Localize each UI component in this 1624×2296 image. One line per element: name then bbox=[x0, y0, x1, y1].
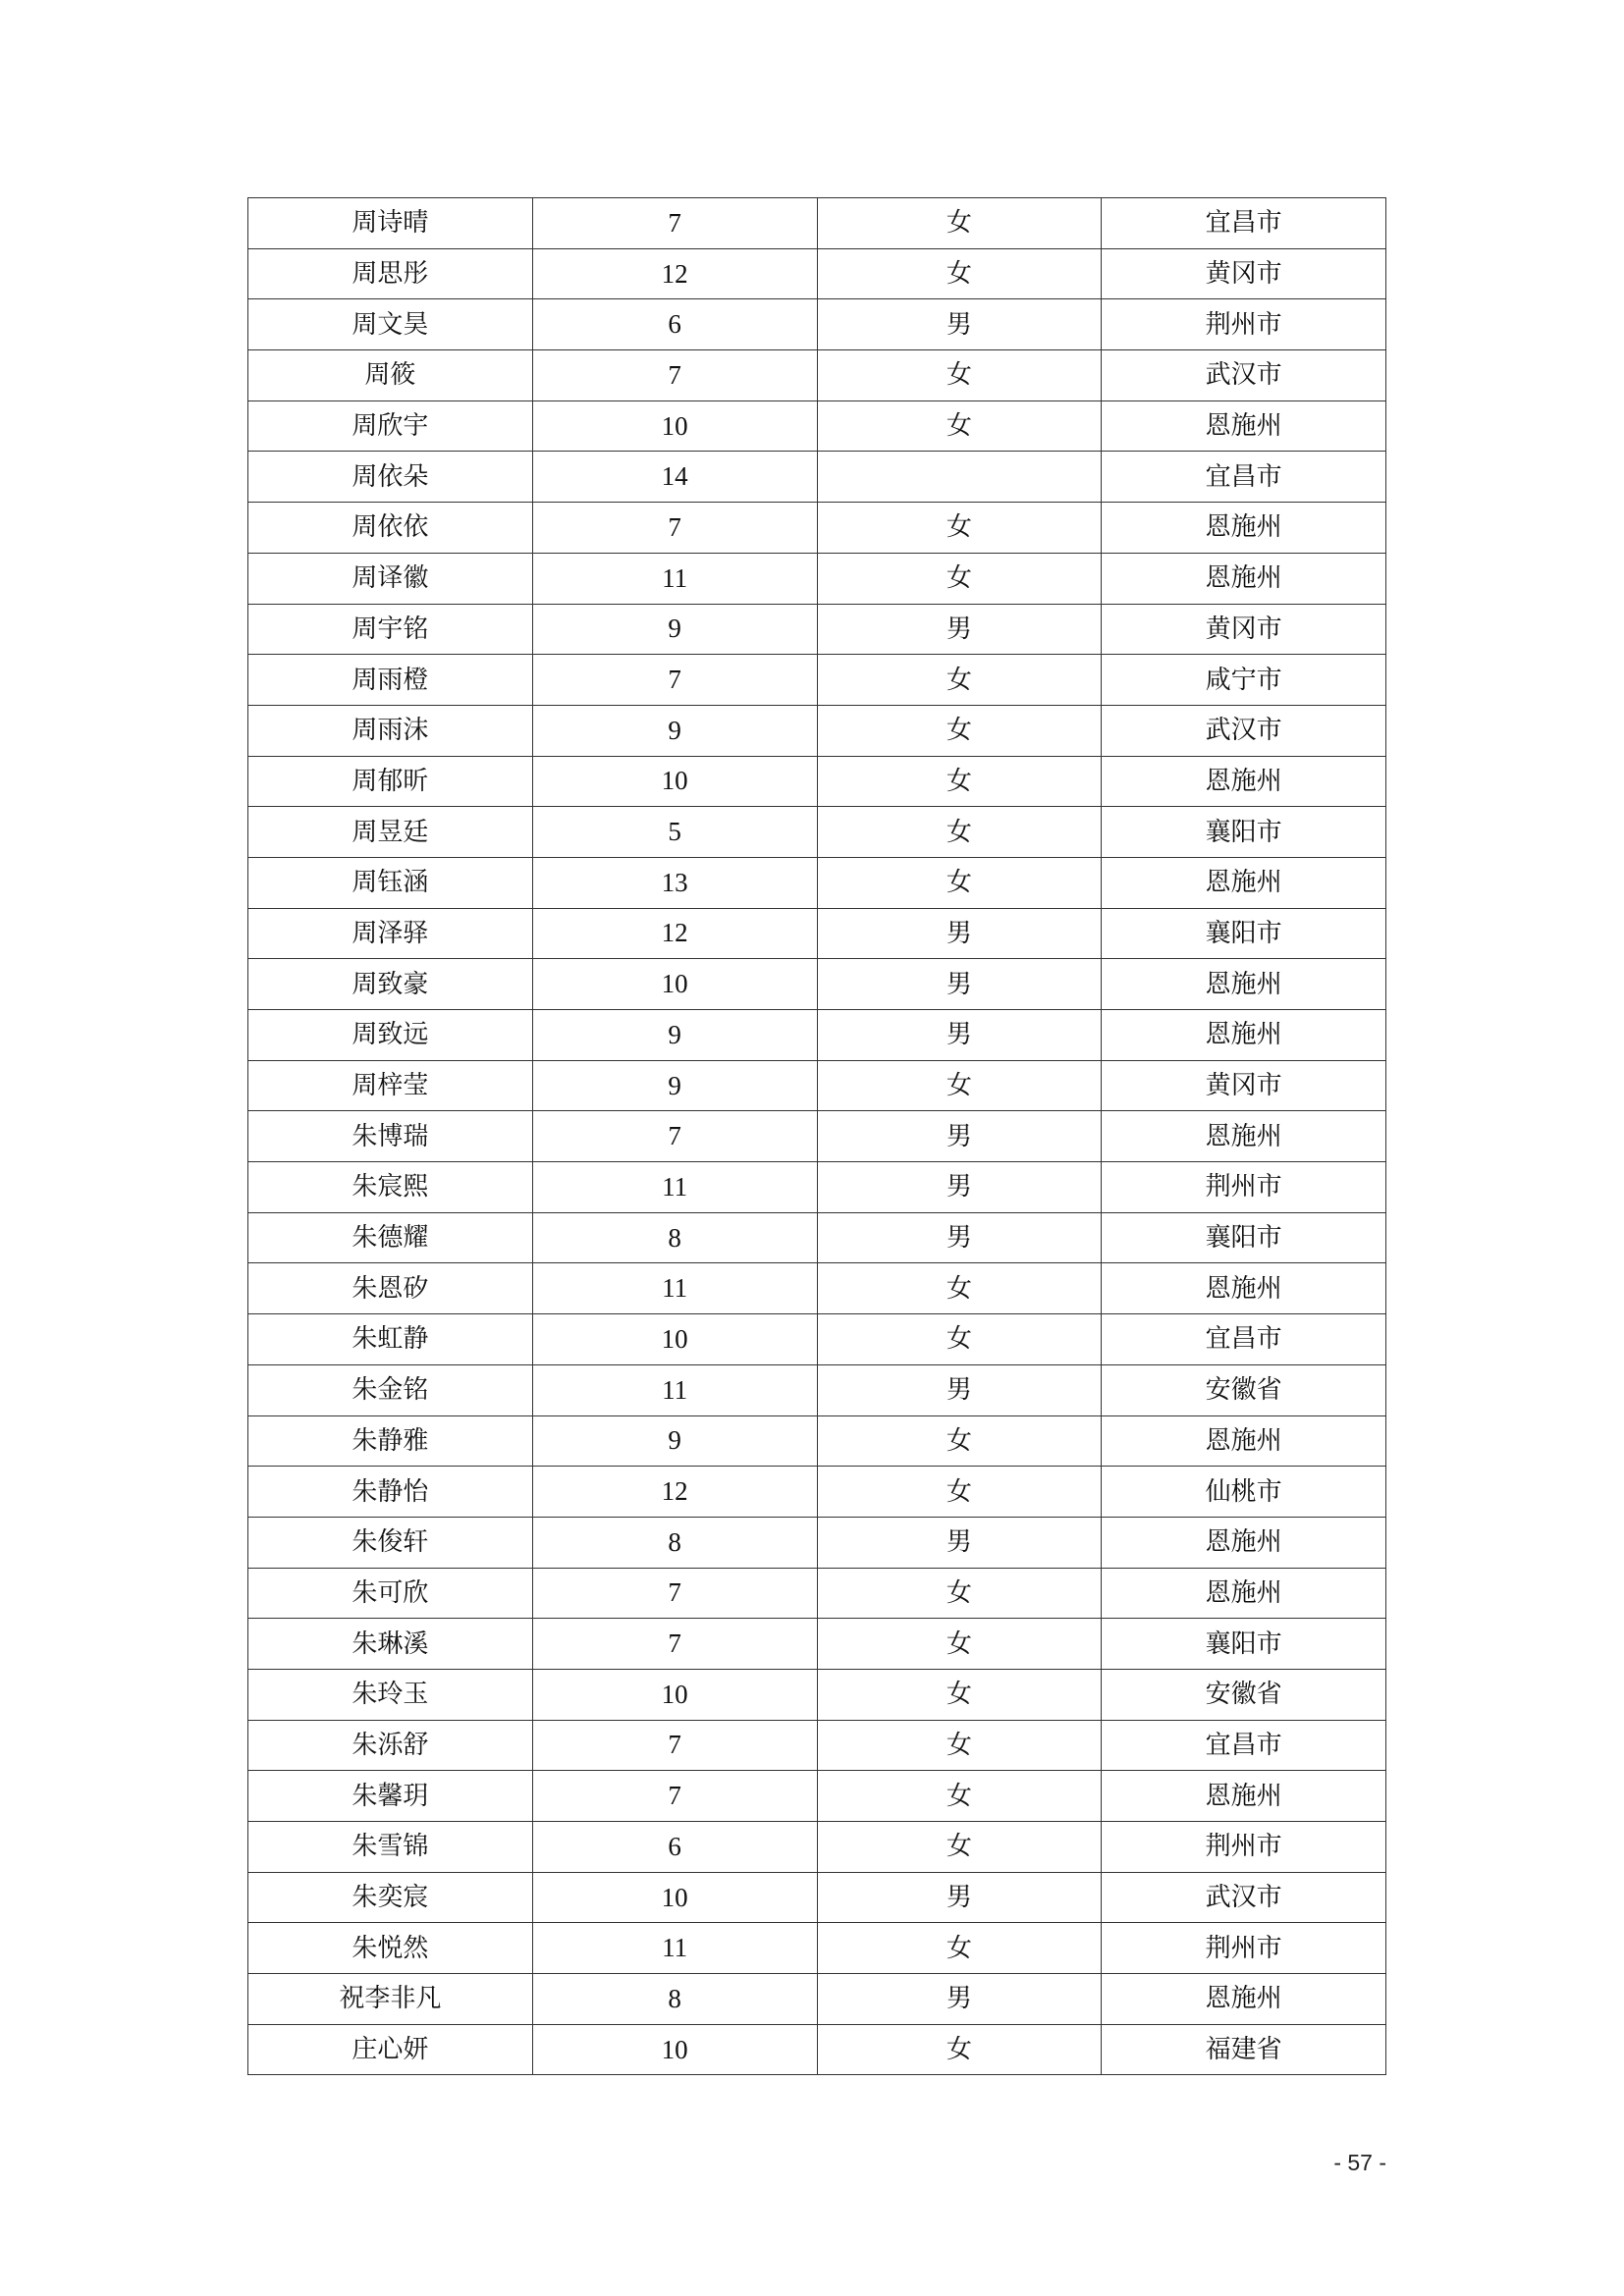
table-body bbox=[248, 198, 1386, 2075]
region-cell: 恩施州 bbox=[1102, 1771, 1386, 1822]
region-cell: 荆州市 bbox=[1102, 1162, 1386, 1213]
table-row bbox=[248, 959, 1386, 1010]
region-cell: 襄阳市 bbox=[1102, 1619, 1386, 1670]
table-row bbox=[248, 553, 1386, 604]
table-row bbox=[248, 1568, 1386, 1619]
region-cell: 襄阳市 bbox=[1102, 908, 1386, 959]
age-cell: 8 bbox=[532, 1212, 817, 1263]
age-cell: 10 bbox=[532, 2024, 817, 2075]
age-cell: 7 bbox=[532, 1720, 817, 1771]
name-cell: 朱琳溪 bbox=[248, 1619, 533, 1670]
region-cell: 福建省 bbox=[1102, 2024, 1386, 2075]
gender-cell: 男 bbox=[817, 1974, 1102, 2025]
gender-cell: 女 bbox=[817, 1619, 1102, 1670]
age-cell: 10 bbox=[532, 1669, 817, 1720]
table-row bbox=[248, 1517, 1386, 1568]
age-cell: 13 bbox=[532, 857, 817, 908]
age-cell: 11 bbox=[532, 1162, 817, 1213]
table-row bbox=[248, 1467, 1386, 1518]
table-row bbox=[248, 908, 1386, 959]
name-cell: 周昱廷 bbox=[248, 807, 533, 858]
table-row bbox=[248, 1669, 1386, 1720]
region-cell: 恩施州 bbox=[1102, 1111, 1386, 1162]
gender-cell: 男 bbox=[817, 1111, 1102, 1162]
table-row bbox=[248, 400, 1386, 452]
name-cell: 朱虹静 bbox=[248, 1314, 533, 1365]
name-cell: 周依朵 bbox=[248, 452, 533, 503]
age-cell: 7 bbox=[532, 1111, 817, 1162]
table-row bbox=[248, 1771, 1386, 1822]
age-cell: 10 bbox=[532, 959, 817, 1010]
age-cell: 7 bbox=[532, 655, 817, 706]
age-cell: 12 bbox=[532, 248, 817, 299]
region-cell: 恩施州 bbox=[1102, 503, 1386, 554]
age-cell: 9 bbox=[532, 1010, 817, 1061]
name-cell: 朱泺舒 bbox=[248, 1720, 533, 1771]
gender-cell: 女 bbox=[817, 1415, 1102, 1467]
name-cell: 周梓莹 bbox=[248, 1060, 533, 1111]
region-cell: 恩施州 bbox=[1102, 1010, 1386, 1061]
age-cell: 10 bbox=[532, 1872, 817, 1923]
gender-cell: 女 bbox=[817, 2024, 1102, 2075]
gender-cell: 男 bbox=[817, 959, 1102, 1010]
table-row bbox=[248, 299, 1386, 350]
region-cell: 黄冈市 bbox=[1102, 604, 1386, 655]
name-cell: 朱金铭 bbox=[248, 1364, 533, 1415]
name-cell: 周译徽 bbox=[248, 553, 533, 604]
age-cell: 9 bbox=[532, 604, 817, 655]
name-cell: 周筱 bbox=[248, 350, 533, 401]
age-cell: 6 bbox=[532, 1822, 817, 1873]
region-cell: 宜昌市 bbox=[1102, 1720, 1386, 1771]
table-row bbox=[248, 1111, 1386, 1162]
age-cell: 5 bbox=[532, 807, 817, 858]
name-cell: 周泽驿 bbox=[248, 908, 533, 959]
gender-cell: 女 bbox=[817, 400, 1102, 452]
age-cell: 11 bbox=[532, 1923, 817, 1974]
age-cell: 7 bbox=[532, 503, 817, 554]
gender-cell: 女 bbox=[817, 248, 1102, 299]
age-cell: 11 bbox=[532, 1263, 817, 1314]
gender-cell: 女 bbox=[817, 198, 1102, 249]
age-cell: 12 bbox=[532, 908, 817, 959]
age-cell: 14 bbox=[532, 452, 817, 503]
region-cell: 恩施州 bbox=[1102, 959, 1386, 1010]
name-cell: 朱悦然 bbox=[248, 1923, 533, 1974]
name-cell: 朱玲玉 bbox=[248, 1669, 533, 1720]
table-row bbox=[248, 198, 1386, 249]
name-cell: 祝李非凡 bbox=[248, 1974, 533, 2025]
age-cell: 12 bbox=[532, 1467, 817, 1518]
region-cell: 黄冈市 bbox=[1102, 1060, 1386, 1111]
age-cell: 9 bbox=[532, 1415, 817, 1467]
gender-cell: 男 bbox=[817, 1872, 1102, 1923]
table-row bbox=[248, 1263, 1386, 1314]
data-table bbox=[247, 197, 1386, 2075]
region-cell: 宜昌市 bbox=[1102, 452, 1386, 503]
name-cell: 周宇铭 bbox=[248, 604, 533, 655]
age-cell: 10 bbox=[532, 756, 817, 807]
table-row bbox=[248, 2024, 1386, 2075]
table-row bbox=[248, 857, 1386, 908]
table-row bbox=[248, 604, 1386, 655]
name-cell: 周致豪 bbox=[248, 959, 533, 1010]
age-cell: 7 bbox=[532, 350, 817, 401]
name-cell: 朱静怡 bbox=[248, 1467, 533, 1518]
region-cell: 襄阳市 bbox=[1102, 807, 1386, 858]
region-cell: 恩施州 bbox=[1102, 1517, 1386, 1568]
gender-cell: 女 bbox=[817, 1669, 1102, 1720]
region-cell: 武汉市 bbox=[1102, 350, 1386, 401]
region-cell: 荆州市 bbox=[1102, 1923, 1386, 1974]
gender-cell: 女 bbox=[817, 1771, 1102, 1822]
gender-cell: 男 bbox=[817, 604, 1102, 655]
table-row bbox=[248, 1364, 1386, 1415]
region-cell: 恩施州 bbox=[1102, 1263, 1386, 1314]
name-cell: 庄心妍 bbox=[248, 2024, 533, 2075]
region-cell: 武汉市 bbox=[1102, 1872, 1386, 1923]
gender-cell: 女 bbox=[817, 1467, 1102, 1518]
name-cell: 周依依 bbox=[248, 503, 533, 554]
name-cell: 朱雪锦 bbox=[248, 1822, 533, 1873]
age-cell: 6 bbox=[532, 299, 817, 350]
name-cell: 周雨沫 bbox=[248, 705, 533, 756]
table-row bbox=[248, 1923, 1386, 1974]
gender-cell: 女 bbox=[817, 857, 1102, 908]
name-cell: 周致远 bbox=[248, 1010, 533, 1061]
region-cell: 恩施州 bbox=[1102, 1568, 1386, 1619]
gender-cell: 女 bbox=[817, 1822, 1102, 1873]
region-cell: 武汉市 bbox=[1102, 705, 1386, 756]
gender-cell: 男 bbox=[817, 1162, 1102, 1213]
gender-cell: 女 bbox=[817, 756, 1102, 807]
name-cell: 朱可欣 bbox=[248, 1568, 533, 1619]
region-cell: 恩施州 bbox=[1102, 553, 1386, 604]
name-cell: 朱博瑞 bbox=[248, 1111, 533, 1162]
gender-cell: 女 bbox=[817, 655, 1102, 706]
table-row bbox=[248, 248, 1386, 299]
age-cell: 7 bbox=[532, 198, 817, 249]
age-cell: 7 bbox=[532, 1619, 817, 1670]
name-cell: 周郁昕 bbox=[248, 756, 533, 807]
region-cell: 恩施州 bbox=[1102, 400, 1386, 452]
age-cell: 10 bbox=[532, 1314, 817, 1365]
region-cell: 宜昌市 bbox=[1102, 198, 1386, 249]
table-row bbox=[248, 756, 1386, 807]
name-cell: 周诗晴 bbox=[248, 198, 533, 249]
gender-cell: 女 bbox=[817, 503, 1102, 554]
table-row bbox=[248, 1872, 1386, 1923]
gender-cell: 男 bbox=[817, 1010, 1102, 1061]
table-row bbox=[248, 1162, 1386, 1213]
age-cell: 8 bbox=[532, 1517, 817, 1568]
region-cell: 荆州市 bbox=[1102, 1822, 1386, 1873]
table-row bbox=[248, 1822, 1386, 1873]
gender-cell: 女 bbox=[817, 1060, 1102, 1111]
table-row bbox=[248, 1619, 1386, 1670]
table-row bbox=[248, 807, 1386, 858]
region-cell: 咸宁市 bbox=[1102, 655, 1386, 706]
gender-cell: 女 bbox=[817, 1720, 1102, 1771]
name-cell: 周文昊 bbox=[248, 299, 533, 350]
age-cell: 9 bbox=[532, 1060, 817, 1111]
table-row bbox=[248, 503, 1386, 554]
region-cell: 荆州市 bbox=[1102, 299, 1386, 350]
region-cell: 黄冈市 bbox=[1102, 248, 1386, 299]
name-cell: 朱俊轩 bbox=[248, 1517, 533, 1568]
gender-cell bbox=[817, 452, 1102, 503]
age-cell: 7 bbox=[532, 1771, 817, 1822]
table-row bbox=[248, 1720, 1386, 1771]
name-cell: 朱德耀 bbox=[248, 1212, 533, 1263]
name-cell: 朱静雅 bbox=[248, 1415, 533, 1467]
gender-cell: 女 bbox=[817, 705, 1102, 756]
gender-cell: 男 bbox=[817, 1517, 1102, 1568]
table-row bbox=[248, 1314, 1386, 1365]
region-cell: 安徽省 bbox=[1102, 1364, 1386, 1415]
region-cell: 仙桃市 bbox=[1102, 1467, 1386, 1518]
name-cell: 朱奕宸 bbox=[248, 1872, 533, 1923]
table-row bbox=[248, 1415, 1386, 1467]
gender-cell: 女 bbox=[817, 350, 1102, 401]
gender-cell: 女 bbox=[817, 807, 1102, 858]
age-cell: 11 bbox=[532, 553, 817, 604]
gender-cell: 女 bbox=[817, 1314, 1102, 1365]
table-row bbox=[248, 1974, 1386, 2025]
region-cell: 恩施州 bbox=[1102, 1974, 1386, 2025]
page-number: - 57 - bbox=[1333, 2150, 1386, 2175]
region-cell: 恩施州 bbox=[1102, 756, 1386, 807]
table-row bbox=[248, 655, 1386, 706]
region-cell: 恩施州 bbox=[1102, 1415, 1386, 1467]
age-cell: 9 bbox=[532, 705, 817, 756]
table-row bbox=[248, 350, 1386, 401]
region-cell: 恩施州 bbox=[1102, 857, 1386, 908]
age-cell: 7 bbox=[532, 1568, 817, 1619]
region-cell: 安徽省 bbox=[1102, 1669, 1386, 1720]
table-row bbox=[248, 452, 1386, 503]
table-row bbox=[248, 1212, 1386, 1263]
gender-cell: 男 bbox=[817, 1212, 1102, 1263]
name-cell: 周钰涵 bbox=[248, 857, 533, 908]
gender-cell: 男 bbox=[817, 299, 1102, 350]
name-cell: 周雨橙 bbox=[248, 655, 533, 706]
gender-cell: 女 bbox=[817, 553, 1102, 604]
table-row bbox=[248, 1060, 1386, 1111]
name-cell: 周思彤 bbox=[248, 248, 533, 299]
region-cell: 宜昌市 bbox=[1102, 1314, 1386, 1365]
table-row bbox=[248, 1010, 1386, 1061]
name-cell: 朱馨玥 bbox=[248, 1771, 533, 1822]
region-cell: 襄阳市 bbox=[1102, 1212, 1386, 1263]
name-cell: 朱宸熙 bbox=[248, 1162, 533, 1213]
name-cell: 朱恩矽 bbox=[248, 1263, 533, 1314]
age-cell: 10 bbox=[532, 400, 817, 452]
age-cell: 11 bbox=[532, 1364, 817, 1415]
gender-cell: 女 bbox=[817, 1923, 1102, 1974]
gender-cell: 男 bbox=[817, 1364, 1102, 1415]
gender-cell: 男 bbox=[817, 908, 1102, 959]
gender-cell: 女 bbox=[817, 1568, 1102, 1619]
gender-cell: 女 bbox=[817, 1263, 1102, 1314]
table-row bbox=[248, 705, 1386, 756]
age-cell: 8 bbox=[532, 1974, 817, 2025]
name-cell: 周欣宇 bbox=[248, 400, 533, 452]
